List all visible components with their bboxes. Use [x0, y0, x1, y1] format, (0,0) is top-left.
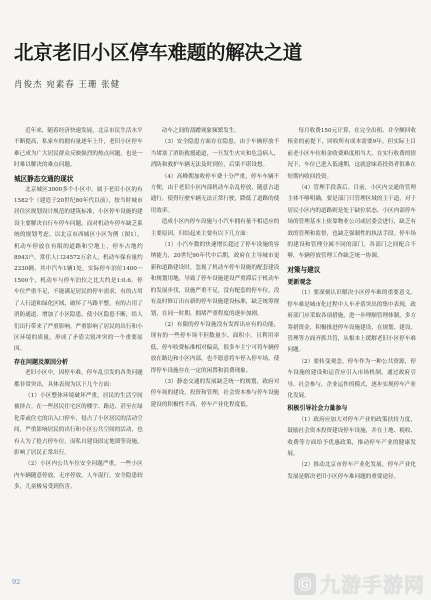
section-heading: 对策与建议: [287, 265, 321, 274]
body-paragraph: （3）安全隐患方面存在隐患。由于车辆停放不当堵塞了消防救援通道，一旦发生火灾和危急病人，消防和救护车辆无法及时到位，后果不堪设想。: [150, 139, 280, 169]
site-watermark: [294, 569, 425, 598]
body-paragraph: （2）有限的停车设施没有发挥出应有的功能，现有的一些停车场不但数量少、面积小，且利用率低，停车收费标准相对偏高，很多车主宁可将车辆停放在路边和小区内部，也不愿意将车停入停车场，使得停车设施存在一定的闲置和浪费现象。: [150, 321, 280, 374]
article-authors: 肖俊杰 宛素春 王珊 张健: [14, 80, 121, 90]
article-body: [14, 126, 416, 566]
section-heading: 更新观念: [287, 278, 312, 286]
body-paragraph: （2）要转变观念，停车作为一种公共资源，停车设施的建设和运营应引入市场机制，通过政府引导、社会参与、企业运作的模式，逐步实现停车产业化发展。: [287, 358, 417, 399]
watermark-seal-glyph: Ⓖ: [298, 578, 312, 593]
body-paragraph: 近年来，随着经济快速发展，北京市民生活水平不断提高，私家车的拥有量逐年上升，老旧小区停车难已成为广大居民群众反映强烈的热点问题，也是一时难以解决的难点问题。: [14, 128, 143, 169]
watermark-logo-icon: [294, 573, 316, 595]
column-middle: [151, 126, 280, 566]
body-paragraph: 北京城区3000多个小区中，属于老旧小区的有1582个（建造于20世纪80年代以前），按当时城市居住区规划设计规范的建筑标准，小区停车设施的建设主要解决自行车停车问题，而对机动车停车缺乏系统的规划考虑。以北京市西城区小区为例（图1）。机动车停放在有限的道路和空地上，停车占地约8943户，常住人口24572万余人，机动车保有量约2330辆，其中汽车1辆1处，实际停车泊位1400～1500个，机动车与停车泊位之比大约是1:0.6。停车位严重不足，不能满足居民的停车需求，有的占用了人行道和绿化区域，破坏了马路平整，有的占用了消防通道，增加了小区隐患，使小区隐患不断，给人们出行带来了严重影响，严重影响了居民的出行和小区环境的质量，形成了矛盾尖锐冲突的一个重要原因。: [14, 186, 143, 353]
watermark-text: 九游手游网: [320, 573, 425, 597]
section-heading: 城区静态交通的现状: [14, 174, 74, 183]
section-heading: 存在问题及原因分析: [14, 358, 69, 366]
body-paragraph: （4）高峰期加收停车费十分严重，停车车辆不方便，由于老旧小区内部机动车杂乱停放，随意占道通行，使得行驶车辆无法正常行驶，降低了道路的使用效率。: [150, 173, 280, 214]
page-number: 92: [12, 578, 21, 586]
body-paragraph: （1）小区整体环境破坏严重，居民的生活空间被挤占。在一些居民住宅区的楼宇、路边、甚至在绿化带或住宅的出入口停车，侵占了小区居民的活动空间，严重影响居民的出行和小区公共空间的活动，也有人为了抢占停车位，而私自建设固定地锁等设施，影响了居民正常出行。: [14, 392, 143, 456]
body-paragraph: （1）小汽车数的快速增长超过了停车设施的容纳能力，20世纪90年代中后期，政府在主导城市更新和道路建设时，忽视了机动车停车设施的配套建设和规划用地，导致了停车设施建设严重滞后于机动车的发展步伐，设施严重不足，没有配套的停车位，没有及时修订出台新的停车设施建设标准，缺乏统筹规划，在同一时期，拥堵严重程度的逐步加剧。: [150, 242, 280, 317]
column-left: [14, 126, 143, 566]
body-paragraph: 每月收费150元计算，在完全出租、并全额回收租金的前提下，回收所有成本需要9年。但实际上目前老小区车位租金收费难度相当大，在实行收费的情况下，车位已进入低速期，这就意味着投资者很难在短期内收回投资。: [287, 128, 417, 180]
body-paragraph: 动车之间的刮蹭现象频繁发生。: [161, 128, 240, 134]
body-paragraph: （1）政府应加大对停车产业的政策扶持力度，鼓励社会资本投资建设停车设施，并在土地、税收、收费等方面给予优惠政策，推动停车产业的健康发展。: [287, 416, 417, 457]
body-paragraph: （1）要深刻认识解决小区停车难的重要意义。停车难是城市化过程中人车矛盾突出的集中表现，政府部门应采取各项措施，进一步理顺管理体制，多方筹措资金，积极推进停车设施建设，在规划、建设、管理等方面齐抓共管，从根本上缓解老旧小区停车难问题。: [287, 290, 417, 354]
body-paragraph: （2）推动北京市停车产业化发展。停车产业化发展是解决老旧小区停车难问题的重要途径。: [287, 462, 417, 480]
body-paragraph: （3）静态交通的发展缺乏统一的规划，政府对停车场的建设，投资和管理，社会资本参与停车设施建设的积极性不高，停车产业化程度低。: [150, 378, 280, 408]
body-paragraph: （4）管理手段落后。目前，小区内交通的管理主体不够明确，要是部门只管理区域的主干道，对于居民小区内的道路则是处于缺位状态，小区内部停车场的管理基本上依靠物业公司或居委会进行，缺乏有效的管理和监督，也缺乏强制性的执法手段。停车场的建设和管理分属不同的部门，各部门之间配合不够，车辆停放管理工作缺乏统一协调。: [287, 185, 417, 260]
article-title: 北京老旧小区停车难题的解决之道: [14, 41, 303, 64]
body-paragraph: （2）小区内公共车位安全问题严重，一些小区内车辆随意停放，无序停放，人车混行，安全隐患较多，儿童极易受到伤害。: [14, 461, 143, 491]
body-paragraph: 造成小区内停车设施与小汽车拥有量不相适应的主要原因，归结起来主要有以下几方面：: [150, 219, 280, 237]
body-paragraph: 老旧小区中，因停车难，停车乱引发的各类问题都非常突出，具体表现为以下几个方面：: [14, 370, 143, 388]
column-right: [287, 126, 416, 566]
section-heading: 积极引导社会力量参与: [287, 405, 348, 413]
